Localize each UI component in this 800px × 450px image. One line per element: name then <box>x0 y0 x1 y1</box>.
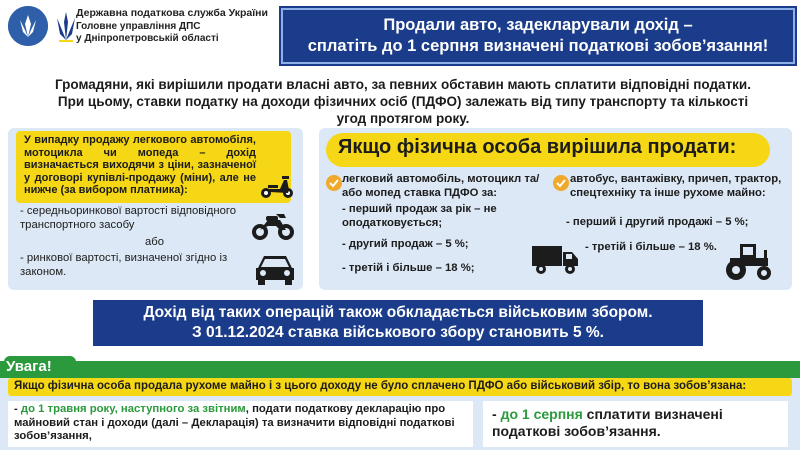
car-icon <box>252 250 298 286</box>
agency-department: Головне управління ДПС <box>76 21 201 32</box>
tractor-icon <box>722 240 774 282</box>
declaration-deadline: до 1 травня року, наступного за звітним <box>20 403 246 415</box>
market-value-item: - ринкової вартості, визначеної згідно із законом. <box>20 252 228 278</box>
military-levy-banner <box>93 300 703 346</box>
payment-prefix: - <box>492 406 501 422</box>
or-label: або <box>145 236 165 248</box>
motorcycle-icon <box>250 208 296 242</box>
truck-icon <box>530 240 580 276</box>
payment-text <box>492 406 782 440</box>
income-basis-text: У випадку продажу легкового автомобіля, мотоцикла чи мопеда – дохід визначається виходячи з ціни, зазначеної у договорі купівлі-продажу (міни), але не нижче (за вибором платника): <box>24 134 256 197</box>
title-line-1: Продали авто, задекларували дохід – <box>383 16 693 34</box>
intro-line-1: Громадяни, які вирішили продати власні авто, за певних обставин мають сплатити відповідні податки. <box>55 77 751 92</box>
intro-line-3: угод протягом року. <box>336 111 470 126</box>
emblem-icon <box>8 6 48 46</box>
intro-text <box>28 76 778 127</box>
declaration-rest: , подати податкову декларацію про майновий стан і доходи (далі – Декларація) та визначити відповідні податкові зобов’язання, <box>14 403 455 442</box>
other-property-heading: автобус, вантажівку, причеп, трактор, спецтехніку та інше рухоме майно: <box>570 173 782 199</box>
military-levy-line-2: З 01.12.2024 ставка військового збору становить 5 %. <box>191 324 604 341</box>
agency-region: у Дніпропетровській області <box>76 33 219 44</box>
trident-icon <box>54 10 78 44</box>
other-property-rate-item: - перший і другий продажі – 5 %; <box>566 216 749 228</box>
agency-name: Державна податкова служба України <box>76 7 268 19</box>
check-icon <box>553 175 569 191</box>
passenger-vehicles-heading: легковий автомобіль, мотоцикл та/або мопед ставка ПДФО за: <box>342 173 540 199</box>
check-icon <box>326 175 342 191</box>
attention-bar <box>0 361 800 378</box>
declaration-text <box>14 403 469 444</box>
intro-line-2: При цьому, ставки податку на доходи фізичних осіб (ПДФО) залежать від типу транспорту та кількості <box>57 94 749 109</box>
passenger-rate-item: - другий продаж – 5 %; <box>342 238 469 250</box>
title-line-2: сплатіть до 1 серпня визначені податкові зобов’язання! <box>307 37 769 55</box>
passenger-rate-item: - перший продаж за рік – не оподатковується; <box>342 203 497 229</box>
payment-rest: сплатити визначені податкові зобов’язання. <box>492 406 723 439</box>
obligations-heading: Якщо фізична особа продала рухоме майно і з цього доходу не було сплачено ПДФО або військовий збір, то вона зобов’язана: <box>14 380 747 392</box>
tax-rates-heading: Якщо фізична особа вирішила продати: <box>338 136 737 158</box>
scooter-icon <box>258 172 296 200</box>
passenger-rate-item: - третій і більше – 18 %; <box>342 262 475 274</box>
attention-label: Увага! <box>6 358 52 375</box>
payment-deadline: до 1 серпня <box>500 406 583 422</box>
declaration-prefix: - <box>14 403 21 415</box>
average-market-value-item: - середньоринкової вартості відповідного транспортного засобу <box>20 205 237 231</box>
other-property-rate-item: - третій і більше – 18 %. <box>585 241 717 253</box>
page-title <box>281 8 795 64</box>
military-levy-line-1: Дохід від таких операцій також обкладається військовим збором. <box>143 304 653 321</box>
